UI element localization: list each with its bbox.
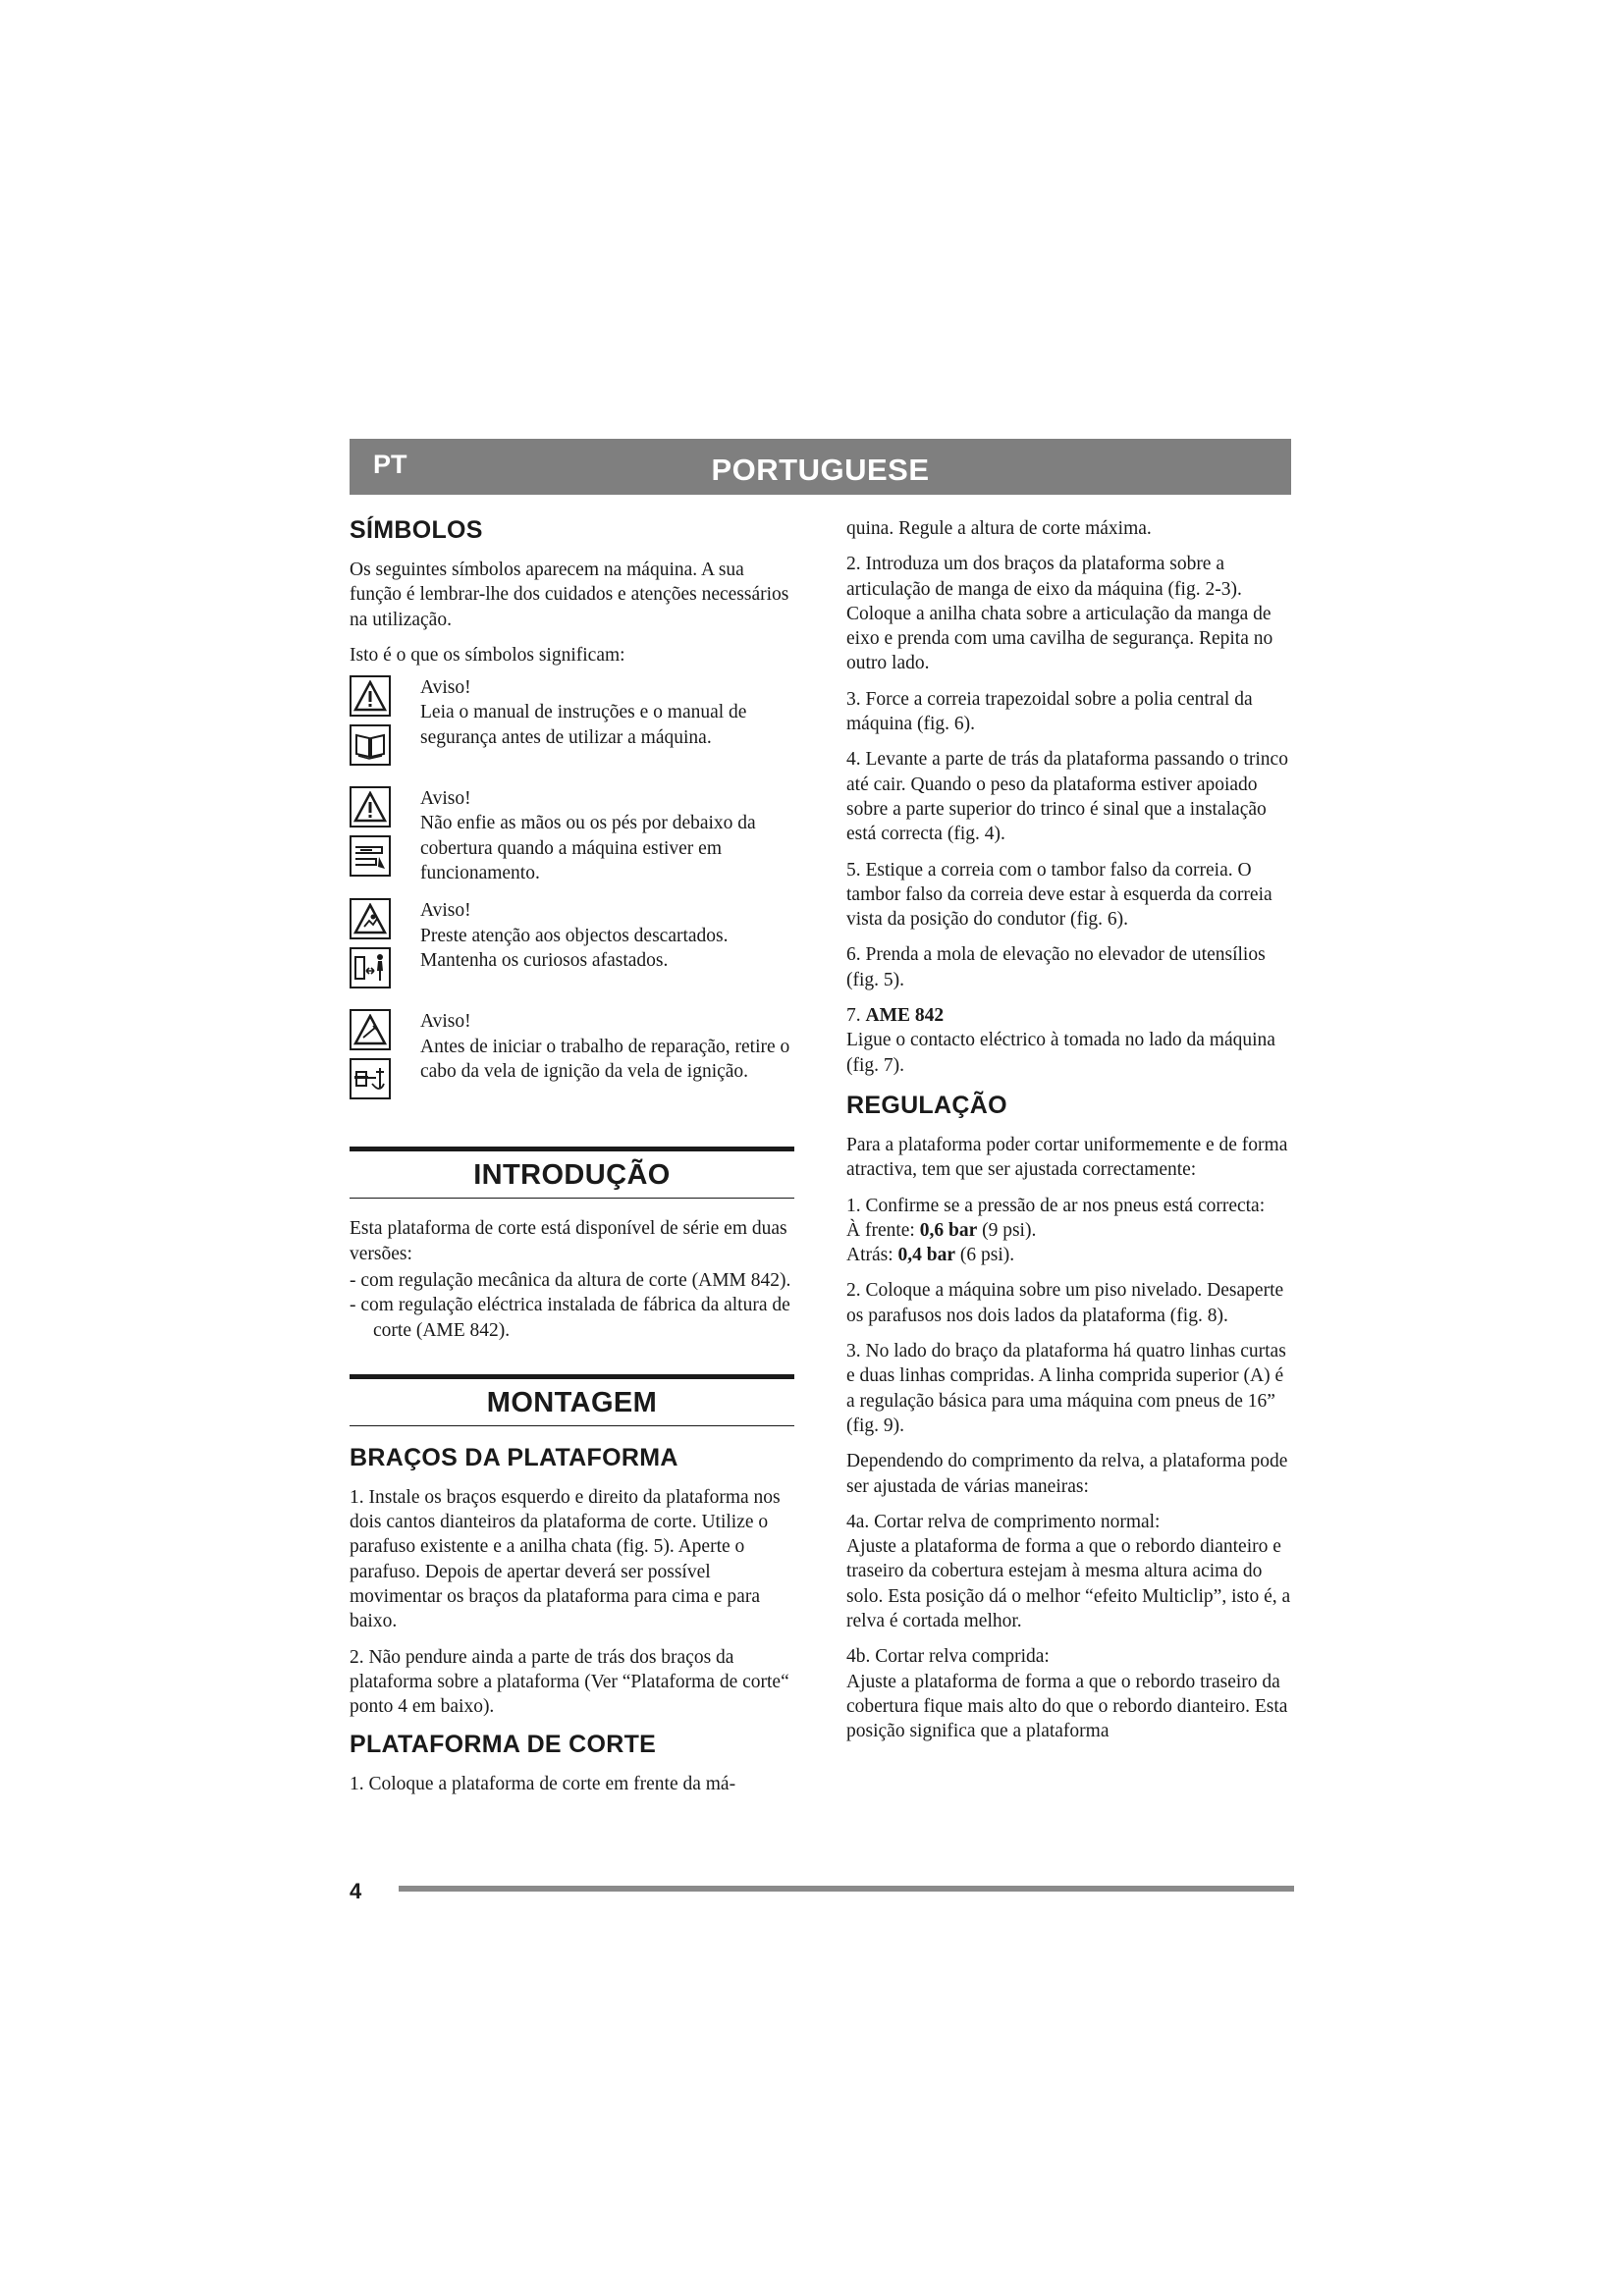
regulacao-depend: Dependendo do comprimento da relva, a plataforma pode ser ajustada de várias maneiras: — [846, 1451, 1288, 1497]
symbol-heading: Aviso! — [420, 900, 471, 922]
plataforma-paragraph-7 — [846, 1003, 1291, 1078]
section-title-montagem: MONTAGEM — [350, 1374, 794, 1426]
introducao-list-item: - com regulação eléctrica instalada de fábrica da altura de corte (AME 842). — [350, 1295, 790, 1341]
regulacao-step-4b — [846, 1644, 1291, 1743]
footer-rule — [399, 1886, 1294, 1892]
plataforma-paragraph-2: 2. Introduza um dos braços da plataforma sobre a articulação de manga de eixo da máquina (fig. 2-3). Coloque a anilha chata sobre a articulação da manga de eixo e prenda com uma cavilha de segurança. Repita no outro lado. — [846, 554, 1273, 674]
rear-pressure-label: Atrás: — [846, 1245, 893, 1266]
bracos-paragraph-1: 1. Instale os braços esquerdo e direito da plataforma nos dois cantos dianteiros da plataforma de corte. Utilize o parafuso existente e a anilha chata (fig. 5). Aperte o parafuso. Depois de apertar deverá ser possível movimentar os braços da plataforma para cima e para baixo. — [350, 1486, 781, 1632]
step-text: 1. Confirme se a pressão de ar nos pneus está correcta: — [846, 1195, 1266, 1216]
rear-pressure-psi: (6 psi). — [959, 1245, 1015, 1266]
model-name: AME 842 — [865, 1005, 945, 1027]
symbols-intro: Os seguintes símbolos aparecem na máquina. A sua função é lembrar-lhe dos cuidados e atenções necessários na utilização. — [350, 560, 789, 630]
symbol-row — [350, 898, 794, 996]
page-number: 4 — [350, 1879, 362, 1903]
warning-triangle-icon — [350, 786, 391, 828]
rear-pressure-value: 0,4 bar — [897, 1245, 956, 1266]
subsection-title-bracos: BRAÇOS DA PLATAFORMA — [350, 1443, 678, 1471]
language-name: PORTUGUESE — [711, 453, 930, 487]
spark-plug-icon — [350, 1058, 391, 1099]
regulacao-step-2: 2. Coloque a máquina sobre um piso nivelado. Desaperte os parafusos nos dois lados da plataforma (fig. 8). — [846, 1280, 1284, 1326]
front-pressure-value: 0,6 bar — [919, 1219, 978, 1241]
plataforma-paragraph-3: 3. Force a correia trapezoidal sobre a polia central da máquina (fig. 6). — [846, 688, 1253, 735]
language-header-bar — [350, 439, 1291, 495]
step-number: 7. — [846, 1005, 861, 1027]
step-heading: 4b. Cortar relva comprida: — [846, 1646, 1050, 1668]
warning-triangle-icon — [350, 675, 391, 717]
front-pressure-psi: (9 psi). — [982, 1219, 1037, 1241]
step-text: Ligue o contacto eléctrico à tomada no lado da máquina (fig. 7). — [846, 1030, 1275, 1076]
right-column — [846, 516, 1291, 1754]
regulacao-step-4a — [846, 1510, 1291, 1633]
introducao-lead: Esta plataforma de corte está disponível de série em duas versões: — [350, 1218, 787, 1264]
symbol-text: Não enfie as mãos ou os pés por debaixo da cobertura quando a máquina estiver em funcionamento. — [420, 813, 756, 884]
symbol-text: Preste atenção aos objectos descartados. Mantenha os curiosos afastados. — [420, 925, 729, 971]
symbol-heading: Aviso! — [420, 677, 471, 699]
section-title-simbolos: SÍMBOLOS — [350, 516, 483, 544]
step-text: Ajuste a plataforma de forma a que o rebordo dianteiro e traseiro da cobertura estejam à mesma altura acima do solo. Esta posição dá o melhor “efeito Multiclip”, isto é, a relva é cortada melhor. — [846, 1536, 1291, 1631]
section-title-introducao: INTRODUÇÃO — [350, 1147, 794, 1199]
symbol-heading: Aviso! — [420, 1011, 471, 1033]
symbol-text: Antes de iniciar o trabalho de reparação, retire o cabo da vela de ignição da vela de ignição. — [420, 1036, 790, 1082]
introducao-list-item: - com regulação mecânica da altura de corte (AMM 842). — [350, 1269, 791, 1291]
plataforma-paragraph-6: 6. Prenda a mola de elevação no elevador de utensílios (fig. 5). — [846, 944, 1266, 990]
symbol-heading: Aviso! — [420, 788, 471, 810]
hand-foot-blade-icon — [350, 835, 391, 877]
front-pressure-label: À frente: — [846, 1219, 915, 1241]
regulacao-step-3: 3. No lado do braço da plataforma há quatro linhas curtas e duas linhas compridas. A linha comprida superior (A) é a regulação básica para uma máquina com pneus de 16” (fig. 9). — [846, 1341, 1286, 1436]
subsection-title-plataforma: PLATAFORMA DE CORTE — [350, 1730, 657, 1758]
symbol-row — [350, 786, 794, 885]
plataforma-paragraph-1: 1. Coloque a plataforma de corte em frente da má- — [350, 1773, 736, 1794]
manual-book-icon — [350, 724, 391, 766]
plataforma-paragraph-4: 4. Levante a parte de trás da plataforma passando o trinco até cair. Quando o peso da plataforma estiver apoiado sobre a parte superior do trinco é sinal que a instalação está correcta (fig. 4). — [846, 749, 1288, 845]
symbols-meaning: Isto é o que os símbolos significam: — [350, 644, 625, 666]
symbol-row — [350, 1009, 794, 1107]
plataforma-continuation: quina. Regule a altura de corte máxima. — [846, 518, 1152, 539]
language-code: PT — [373, 450, 407, 479]
step-heading: 4a. Cortar relva de comprimento normal: — [846, 1511, 1161, 1532]
repair-icon — [350, 1009, 391, 1050]
keep-distance-icon — [350, 947, 391, 988]
regulacao-intro: Para a plataforma poder cortar uniformemente e de forma atractiva, tem que ser ajustada correctamente: — [846, 1134, 1288, 1181]
symbol-row — [350, 675, 794, 774]
section-title-regulacao: REGULAÇÃO — [846, 1091, 1007, 1119]
symbol-text: Leia o manual de instruções e o manual de segurança antes de utilizar a máquina. — [420, 702, 747, 748]
thrown-object-icon — [350, 898, 391, 939]
plataforma-paragraph-5: 5. Estique a correia com o tambor falso da correia. O tambor falso da correia deve estar à esquerda da correia vista da posição do condutor (fig. 6). — [846, 859, 1272, 931]
bracos-paragraph-2: 2. Não pendure ainda a parte de trás dos braços da plataforma sobre a plataforma (Ver “Plataforma de corte“ ponto 4 em baixo). — [350, 1646, 789, 1718]
left-column — [350, 516, 794, 1807]
step-text: Ajuste a plataforma de forma a que o rebordo traseiro da cobertura fique mais alto do que o rebordo dianteiro. Esta posição significa que a plataforma — [846, 1671, 1288, 1742]
regulacao-step-1 — [846, 1194, 1291, 1268]
